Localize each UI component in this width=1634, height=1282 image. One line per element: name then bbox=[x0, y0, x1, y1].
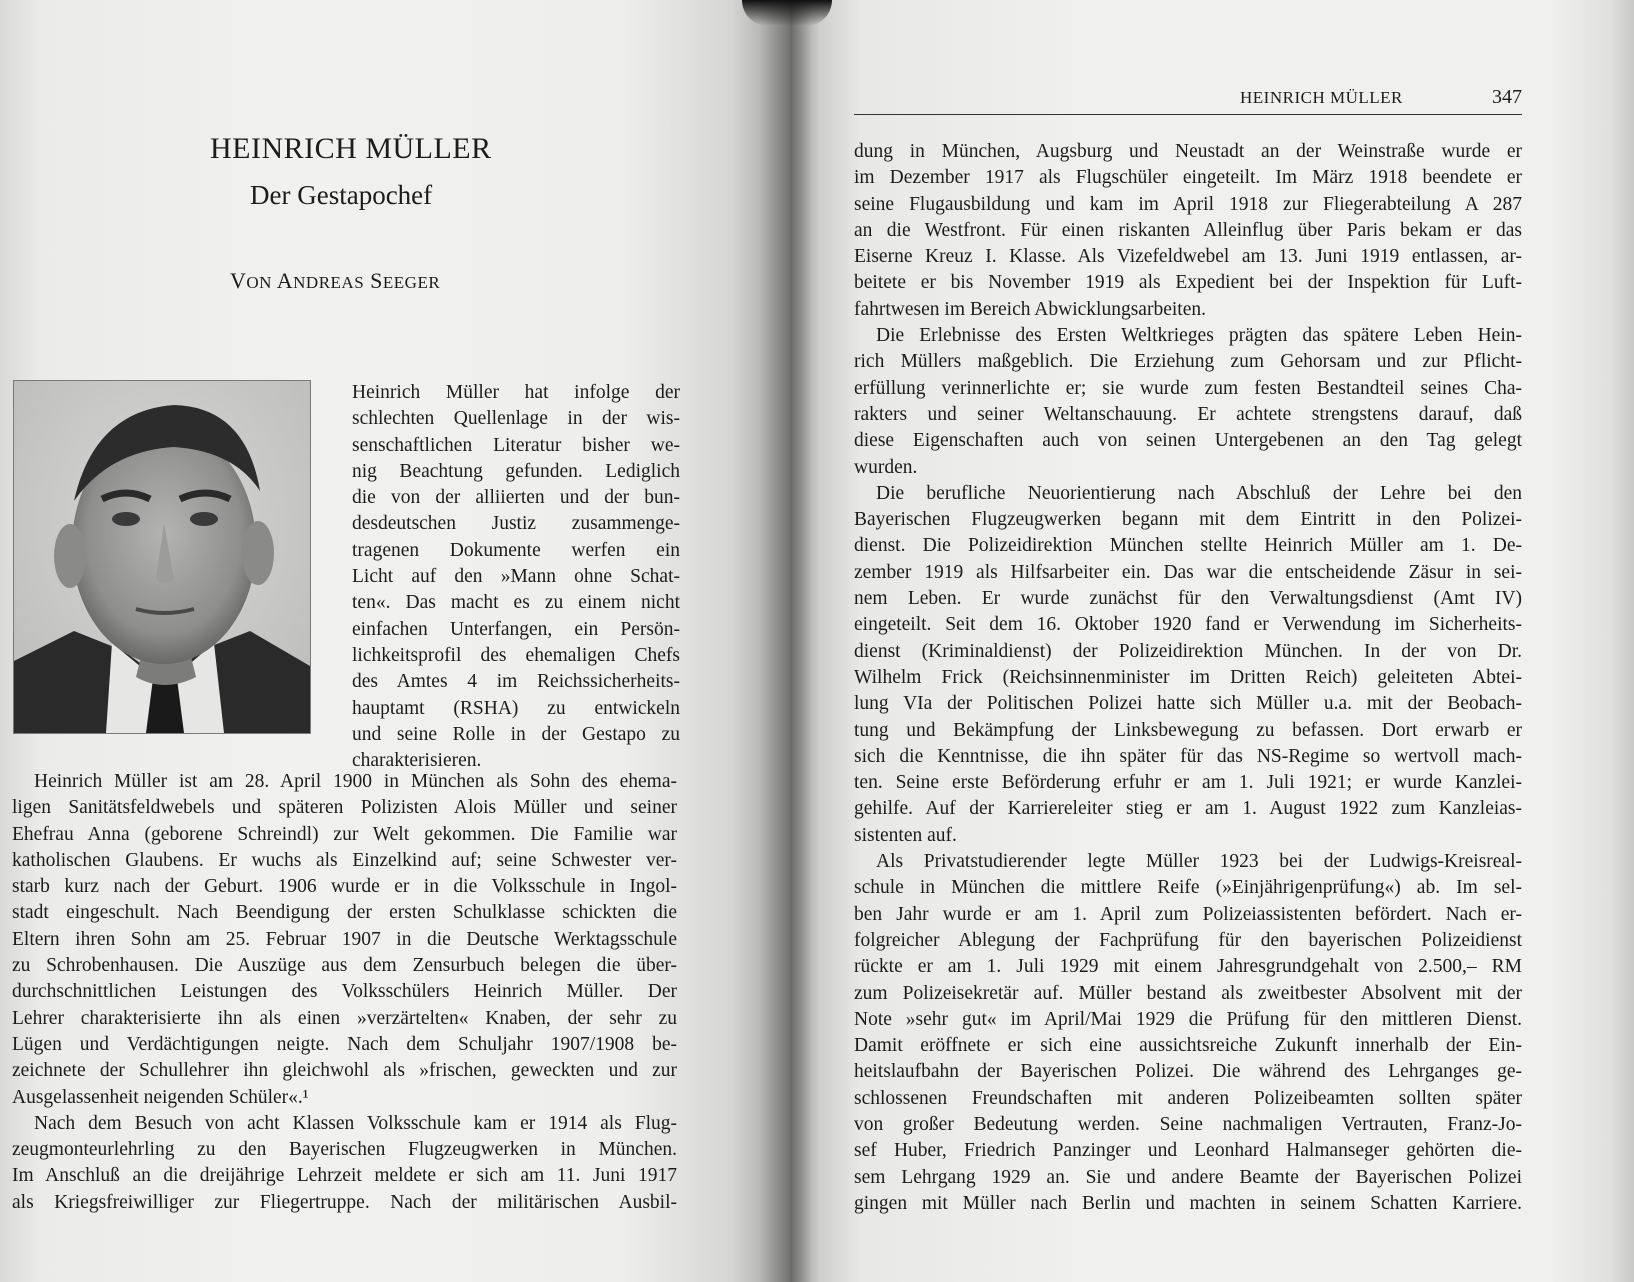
book-gutter bbox=[760, 0, 820, 1282]
text-line: diese Eigenschaften auch von seinen Untergebenen an den Tag gelegt bbox=[854, 430, 1522, 452]
text-line: hauptamt (RSHA) zu entwickeln bbox=[352, 697, 680, 719]
text-line: Note »sehr gut« im April/Mai 1929 die Prüfung für den mittleren Dienst. bbox=[854, 1008, 1522, 1030]
running-head bbox=[854, 88, 1522, 115]
text-line: sem Lehrgang 1929 an. Sie und andere Beamte der Bayerischen Polizei bbox=[854, 1166, 1522, 1188]
text-line: schule in München die mittlere Reife (»Einjährigenprüfung«) ab. Im sel- bbox=[854, 877, 1522, 899]
text-line: beitete er bis November 1919 als Expedient bei der Inspektion für Luft- bbox=[854, 272, 1522, 294]
text-line: Lügen und Verdächtigungen neigte. Nach dem Schuljahr 1907/1908 be- bbox=[12, 1033, 677, 1055]
text-line: lung VIa der Politischen Polizei hatte sich Müller u.a. mit der Beobach- bbox=[854, 693, 1522, 715]
text-line: schlossenen Freundschaften mit anderen Polizeibeamten sollten später bbox=[854, 1087, 1522, 1109]
text-line: zum Polizeisekretär auf. Müller bestand als zweitbester Absolvent mit der bbox=[854, 982, 1522, 1004]
text-line: einfachen Unterfangen, ein Persön- bbox=[352, 618, 680, 640]
text-line: gingen mit Müller nach Berlin und machten in seinem Schatten Karriere. bbox=[854, 1192, 1522, 1214]
text-line: charakterisieren. bbox=[352, 750, 482, 772]
text-line: dienst. Die Polizeidirektion München stellte Heinrich Müller am 1. De- bbox=[854, 535, 1522, 557]
right-page bbox=[790, 0, 1634, 1282]
text-line: zeugmonteurlehrling zu den Bayerischen Flugzeugwerken in München. bbox=[12, 1139, 677, 1161]
text-line: heitslaufbahn der Bayerischen Polizei. Die während des Lehrganges ge- bbox=[854, 1061, 1522, 1083]
text-line: sich die Kenntnisse, die ihn später für das NS-Regime so wertvoll mach- bbox=[854, 745, 1522, 767]
text-line: senschaftlichen Literatur bisher we- bbox=[352, 434, 680, 456]
portrait-photo bbox=[13, 380, 311, 734]
text-line: zember 1919 als Hilfsarbeiter ein. Das war die entscheidende Zäsur in sei- bbox=[854, 561, 1522, 583]
text-line: nem Leben. Er wurde zunächst für den Verwaltungsdienst (Amt IV) bbox=[854, 588, 1522, 610]
text-line: rückte er am 1. Juli 1929 mit einem Jahresgrundgehalt von 2.500,– RM bbox=[854, 956, 1522, 978]
text-line: folgreicher Ablegung der Fachprüfung für den bayerischen Polizeidienst bbox=[854, 929, 1522, 951]
text-line: katholischen Glaubens. Er wuchs als Einzelkind auf; seine Schwester ver- bbox=[12, 849, 677, 871]
text-line: die von der alliierten und der bun- bbox=[352, 487, 680, 509]
text-line: Heinrich Müller ist am 28. April 1900 in München als Sohn des ehema- bbox=[34, 771, 677, 792]
text-line: sef Huber, Friedrich Panzinger und Leonhard Halmanseger gehörten die- bbox=[854, 1140, 1522, 1162]
text-line: nig Beachtung gefunden. Lediglich bbox=[352, 460, 680, 482]
text-line: ten. Seine erste Beförderung erfuhr er am 1. Juli 1921; er wurde Kanzlei- bbox=[854, 772, 1522, 794]
text-line: ben Jahr wurde er am 1. April zum Polizeiassistenten befördert. Nach er- bbox=[854, 903, 1522, 925]
text-line: erfüllung verinnerlichte er; sie wurde zum festen Bestandteil seines Cha- bbox=[854, 377, 1522, 399]
text-line: wurden. bbox=[854, 456, 918, 478]
text-line: Im Anschluß an die dreijährige Lehrzeit meldete er sich am 11. Juni 1917 bbox=[12, 1165, 677, 1187]
text-line: Heinrich Müller hat infolge der bbox=[352, 382, 680, 403]
text-line: im Dezember 1917 als Flugschüler eingeteilt. Im März 1918 beendete er bbox=[854, 167, 1522, 189]
text-line: seine Flugausbildung und kam im April 1918 zur Fliegerabteilung A 287 bbox=[854, 193, 1522, 215]
text-line: als Kriegsfreiwilliger zur Fliegertruppe. Nach der militärischen Ausbil- bbox=[12, 1191, 677, 1213]
text-line: schlechten Quellenlage in der wis- bbox=[352, 408, 680, 430]
right-body-text bbox=[854, 139, 1522, 1217]
text-line: durchschnittlichen Leistungen des Volksschülers Heinrich Müller. Der bbox=[12, 981, 677, 1003]
text-line: zeichnete der Schullehrer ihn gleichwohl als »frischen, geweckten und zur bbox=[12, 1060, 677, 1082]
text-line: Damit eröffnete er sich eine aussichtsreiche Zukunft innerhalb der Ein- bbox=[854, 1035, 1522, 1057]
text-line: Die Erlebnisse des Ersten Weltkrieges prägten das spätere Leben Hein- bbox=[876, 325, 1522, 347]
text-line: dienst (Kriminaldienst) der Polizeidirektion München. In der von Dr. bbox=[854, 640, 1522, 662]
text-line: Wilhelm Frick (Reichsinnenminister im Dritten Reich) geleiteten Abtei- bbox=[854, 666, 1522, 688]
text-line: zu Schrobenhausen. Die Auszüge aus dem Zensurbuch belegen die über- bbox=[12, 955, 677, 977]
text-line: sistenten auf. bbox=[854, 824, 957, 846]
chapter-title: HEINRICH MÜLLER bbox=[210, 132, 492, 165]
page-fold-shadow bbox=[742, 0, 832, 26]
text-line: ten«. Das macht es zu einem nicht bbox=[352, 592, 680, 614]
left-body-text bbox=[12, 769, 677, 1216]
text-line: stadt eingeschult. Nach Beendigung der ersten Schulklasse schickten die bbox=[12, 902, 677, 924]
text-line: tung und Bekämpfung der Linksbewegung zu befassen. Dort erwarb er bbox=[854, 719, 1522, 741]
text-line: rich Müllers maßgeblich. Die Erziehung zum Gehorsam und zur Pflicht- bbox=[854, 351, 1522, 373]
text-line: von großer Bedeutung werden. Seine nachmaligen Vertrauten, Franz-Jo- bbox=[854, 1113, 1522, 1135]
text-line: des Amtes 4 im Reichssicherheits- bbox=[352, 671, 680, 693]
text-line: rakters und seiner Weltanschauung. Er achtete strengstens darauf, daß bbox=[854, 403, 1522, 425]
text-line: Ausgelassenheit neigenden Schüler«.¹ bbox=[12, 1086, 309, 1108]
text-line: Nach dem Besuch von acht Klassen Volksschule kam er 1914 als Flug- bbox=[34, 1112, 677, 1134]
intro-paragraph bbox=[352, 380, 680, 774]
chapter-author: VON ANDREAS SEEGER bbox=[230, 268, 441, 293]
left-page bbox=[0, 0, 790, 1282]
text-line: an die Westfront. Für einen riskanten Alleinflug über Paris bekam er das bbox=[854, 219, 1522, 241]
text-line: Lehrer charakterisierte ihn als einen »verzärtelten« Knaben, der sehr zu bbox=[12, 1007, 677, 1029]
text-line: Die berufliche Neuorientierung nach Abschluß der Lehre bei den bbox=[876, 482, 1522, 504]
text-line: Als Privatstudierender legte Müller 1923 bei der Ludwigs-Kreisreal- bbox=[876, 851, 1522, 873]
text-line: Eiserne Kreuz I. Klasse. Als Vizefeldwebel am 13. Juni 1919 entlassen, ar- bbox=[854, 246, 1522, 268]
text-line: lichkeitsprofil des ehemaligen Chefs bbox=[352, 644, 680, 666]
text-line: starb kurz nach der Geburt. 1906 wurde er in die Volksschule in Ingol- bbox=[12, 876, 677, 898]
running-head-title: HEINRICH MÜLLER bbox=[1240, 88, 1403, 107]
chapter-subtitle: Der Gestapochef bbox=[250, 180, 433, 210]
text-line: und seine Rolle in der Gestapo zu bbox=[352, 723, 680, 745]
text-line: dung in München, Augsburg und Neustadt an der Weinstraße wurde er bbox=[854, 141, 1522, 162]
page-number: 347 bbox=[1492, 86, 1522, 108]
text-line: desdeutschen Justiz zusammenge- bbox=[352, 513, 680, 535]
text-line: gehilfe. Auf der Karriereleiter stieg er am 1. August 1922 zum Kanzleias- bbox=[854, 798, 1522, 820]
text-line: Licht auf den »Mann ohne Schat- bbox=[352, 566, 680, 588]
text-line: Ehefrau Anna (geborene Schreindl) zur Welt gekommen. Die Familie war bbox=[12, 823, 677, 845]
text-line: Eltern ihren Sohn am 25. Februar 1907 in die Deutsche Werktagsschule bbox=[12, 928, 677, 950]
text-line: eingeteilt. Seit dem 16. Oktober 1920 fand er Verwendung im Sicherheits- bbox=[854, 614, 1522, 636]
text-line: fahrtwesen im Bereich Abwicklungsarbeiten. bbox=[854, 298, 1206, 320]
text-line: Bayerischen Flugzeugwerken begann mit dem Eintritt in den Polizei- bbox=[854, 509, 1522, 531]
text-line: ligen Sanitätsfeldwebels und späteren Polizisten Alois Müller und seiner bbox=[12, 797, 677, 819]
text-line: tragenen Dokumente werfen ein bbox=[352, 539, 680, 561]
